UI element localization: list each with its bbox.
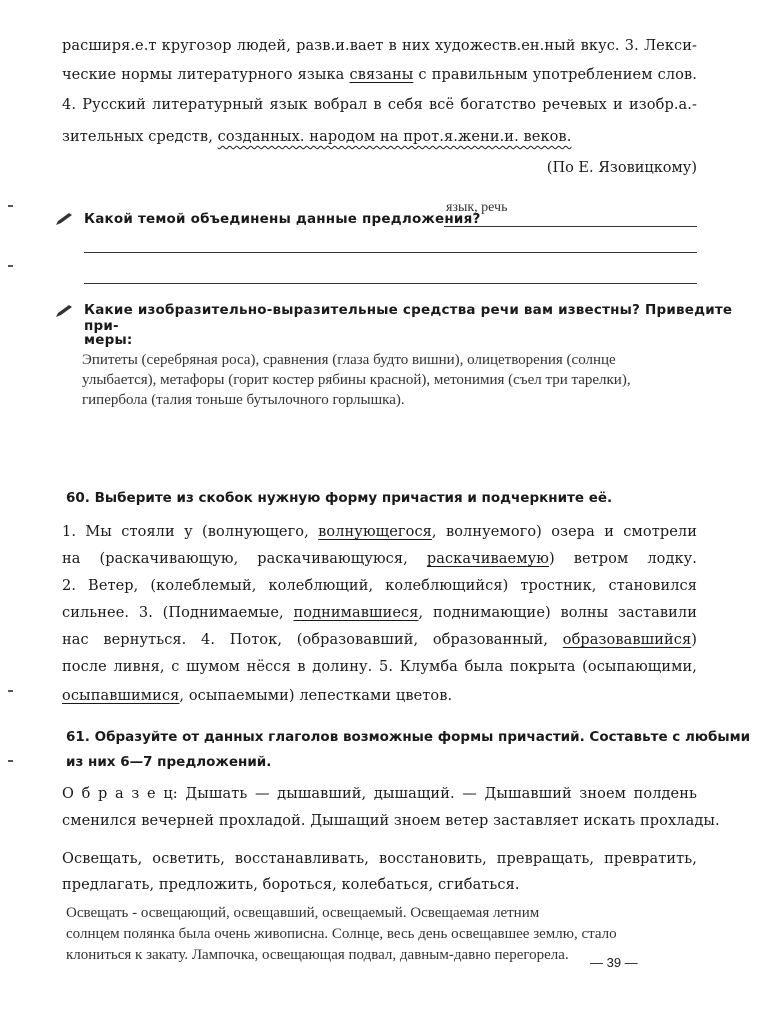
text-segment: 1. Мы стояли у (волнующего,: [62, 524, 319, 540]
text-segment: 2. Ветер, (колеблемый, колеблющий, колеблющийся) тростник, становился: [62, 578, 697, 594]
text-line: [62, 551, 697, 567]
question-2: Какие изобразительно-выразительные средства речи вам известны? Приведите при-: [84, 302, 733, 334]
text-segment: расширя.е.т кругозор людей, разв.и.вает в них художеств.ен.ный вкус. 3. Лекси-: [62, 38, 697, 54]
underlined-word: образовавшийся: [562, 632, 692, 648]
task-61-heading-cont: из них 6—7 предложений.: [66, 754, 272, 770]
answer-line-2: солнцем полянка была очень живописна. Солнце, весь день освещавшее землю, стало: [66, 926, 617, 942]
text-segment: зительных средств,: [62, 129, 218, 145]
page-number: — 39 —: [590, 955, 638, 970]
text-segment: нас вернуться. 4. Поток, (образовавший, образованный,: [62, 632, 563, 648]
question-1: Какой темой объединены данные предложения?: [84, 211, 481, 227]
example-line: сменился вечерней прохладой. Дышащий зноем ветер заставляет искать прохлады.: [62, 813, 720, 829]
text-line: [62, 38, 697, 54]
scan-mark: [8, 265, 13, 267]
text-segment: ): [691, 632, 697, 648]
source-attribution: (По Е. Язовицкому): [546, 160, 697, 176]
answer-line-1: Эпитеты (серебряная роса), сравнения (глаза будто вишни), олицетворения (солнце: [82, 352, 616, 368]
underlined-word: связаны: [349, 67, 414, 83]
text-segment: ) ветром лодку.: [548, 551, 697, 567]
text-segment: , поднимающие) волны заставили: [418, 605, 697, 621]
verbs-line: предлагать, предложить, бороться, колебаться, сгибаться.: [62, 877, 520, 893]
underlined-word: волнующегося: [318, 524, 432, 540]
task-60-heading: 60. Выберите из скобок нужную форму причастия и подчеркните её.: [66, 490, 613, 506]
text-line: [62, 688, 697, 704]
underlined-word: созданных. народом на прот.я.жени.и. веков.: [217, 129, 572, 145]
answer-line-2: улыбается), метафоры (горит костер рябины красной), метонимия (съел три тарелки),: [82, 372, 631, 388]
text-line: [62, 67, 697, 83]
text-line: [62, 524, 697, 540]
text-line: [62, 578, 697, 594]
answer-line-1: Освещать - освещающий, освещавший, освещаемый. Освещаемая летним: [66, 905, 540, 921]
text-segment: после ливня, с шумом нёсся в долину. 5. Клумба была покрыта (осыпающими,: [62, 659, 697, 675]
text-segment: , осыпаемыми) лепестками цветов.: [179, 688, 453, 704]
pencil-icon: [54, 304, 74, 318]
text-segment: , волнуемого) озера и смотрели: [431, 524, 697, 540]
text-line: [62, 129, 697, 145]
answer-line-3: клониться к закату. Лампочка, освещающая подвал, давным-давно перегорела.: [66, 947, 569, 963]
answer-line-3: гипербола (талия тоньше бутылочного горлышка).: [82, 392, 405, 408]
scan-mark: [8, 760, 13, 762]
text-segment: сильнее. 3. (Поднимаемые,: [62, 605, 294, 621]
underlined-word: раскачиваемую: [426, 551, 549, 567]
answer-line: [84, 283, 697, 284]
text-segment: с правильным употреблением слов.: [413, 67, 697, 83]
task-61-heading: 61. Образуйте от данных глаголов возможные формы причастий. Составьте с любыми: [66, 729, 751, 745]
answer-line: [444, 226, 697, 227]
text-segment: на (раскачивающую, раскачивающуюся,: [62, 551, 427, 567]
pencil-icon: [54, 212, 74, 226]
underlined-word: поднимавшиеся: [293, 605, 419, 621]
answer-line: [84, 252, 697, 253]
text-segment: 4. Русский литературный язык вобрал в себя всё богатство речевых и изобр.а.-: [62, 97, 697, 113]
scan-mark: [8, 690, 13, 692]
text-line: [62, 97, 697, 113]
text-segment: ческие нормы литературного языка: [62, 67, 350, 83]
text-line: [62, 632, 697, 648]
question-1-answer: язык, речь: [446, 200, 508, 215]
text-line: [62, 605, 697, 621]
question-2-cont: меры:: [84, 332, 133, 348]
scan-mark: [8, 205, 13, 207]
text-line: [62, 659, 697, 675]
underlined-word: осыпавшимися: [62, 688, 180, 704]
example-line: О б р а з е ц: Дышать — дышавший, дышащий. — Дышавший зноем полдень: [62, 786, 697, 802]
verbs-line: Освещать, осветить, восстанавливать, восстановить, превращать, превратить,: [62, 851, 697, 867]
